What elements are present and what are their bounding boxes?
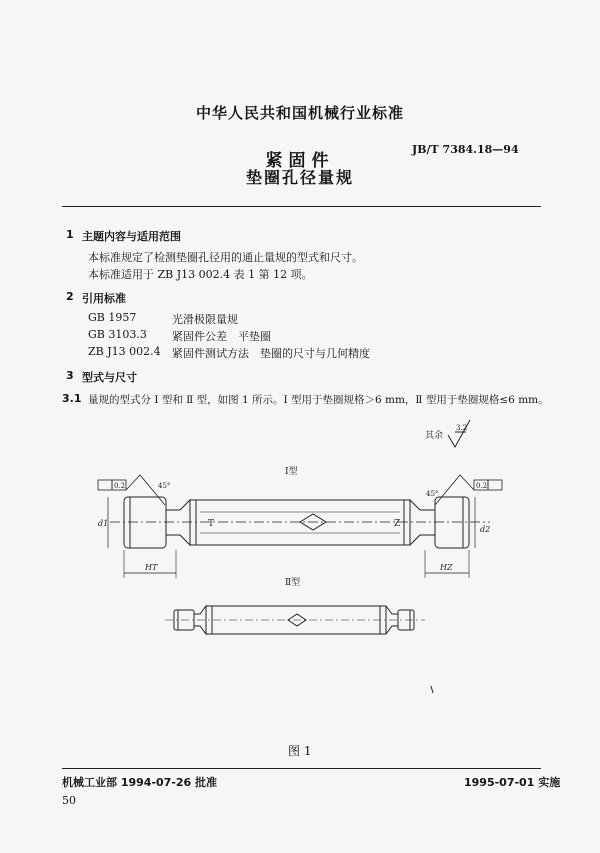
page-number: 50	[62, 794, 76, 807]
reference-code: ZB J13 002.4	[88, 345, 161, 358]
section-2-number: 2	[66, 290, 74, 303]
reference-title: 紧固件公差 平垫圈	[172, 330, 271, 343]
dimension-d1: d1	[98, 519, 109, 528]
dimension-d2: d2	[480, 525, 491, 534]
reference-code: GB 1957	[88, 311, 137, 324]
roughness-label: 其余	[425, 431, 444, 441]
issuing-organization: 中华人民共和国机械行业标准	[195, 104, 404, 122]
go-end-mark: T	[208, 519, 215, 529]
dimension-h1: HT	[145, 563, 158, 572]
approval-line: 机械工业部 1994-07-26 批准	[62, 776, 218, 789]
figure-caption: 图 1	[288, 744, 312, 758]
tolerance-left: 0.2	[114, 482, 126, 490]
no-go-end-mark: Z	[394, 519, 401, 529]
tolerance-frame-icon	[98, 480, 112, 490]
reference-code: GB 3103.3	[88, 328, 147, 341]
subsection-3-1-text: 量规的型式分 Ⅰ 型和 Ⅱ 型，如图 1 所示。Ⅰ 型用于垫圈规格＞6 mm，Ⅱ 型用于垫圈规格≤6 mm。	[88, 394, 549, 406]
footer-divider	[62, 768, 541, 769]
type-1-label: Ⅰ型	[285, 467, 298, 477]
chamfer-angle-right: 45°	[426, 490, 439, 498]
section-1-paragraph-1: 本标准规定了检测垫圈孔径用的通止量规的型式和尺寸。	[88, 251, 363, 264]
section-1-number: 1	[66, 228, 74, 241]
standard-number: JB/T 7384.18—94	[412, 143, 519, 156]
tolerance-right: 0.2	[476, 482, 488, 490]
section-1-paragraph-2: 本标准适用于 ZB J13 002.4 表 1 第 12 项。	[88, 268, 313, 281]
chamfer-angle-left: 45°	[158, 482, 171, 490]
section-1-title: 主题内容与适用范围	[82, 230, 181, 243]
reference-title: 光滑极限量规	[172, 313, 238, 326]
roughness-value: 3.2	[456, 424, 468, 432]
type-2-gauge	[165, 606, 425, 634]
section-2-title: 引用标准	[82, 292, 126, 305]
section-3-number: 3	[66, 369, 74, 382]
type-1-gauge	[110, 497, 490, 548]
document-title-line2: 垫圈孔径量规	[245, 168, 354, 187]
section-3-title: 型式与尺寸	[82, 371, 137, 384]
subsection-3-1-number: 3.1	[62, 392, 82, 405]
dimension-h2: HZ	[440, 563, 453, 572]
reference-title: 紧固件测试方法 垫圈的尺寸与几何精度	[172, 347, 370, 360]
type-2-label: Ⅱ型	[285, 578, 301, 588]
document-title-line1: 紧固件	[265, 151, 335, 171]
implementation-line: 1995-07-01 实施	[464, 776, 561, 789]
